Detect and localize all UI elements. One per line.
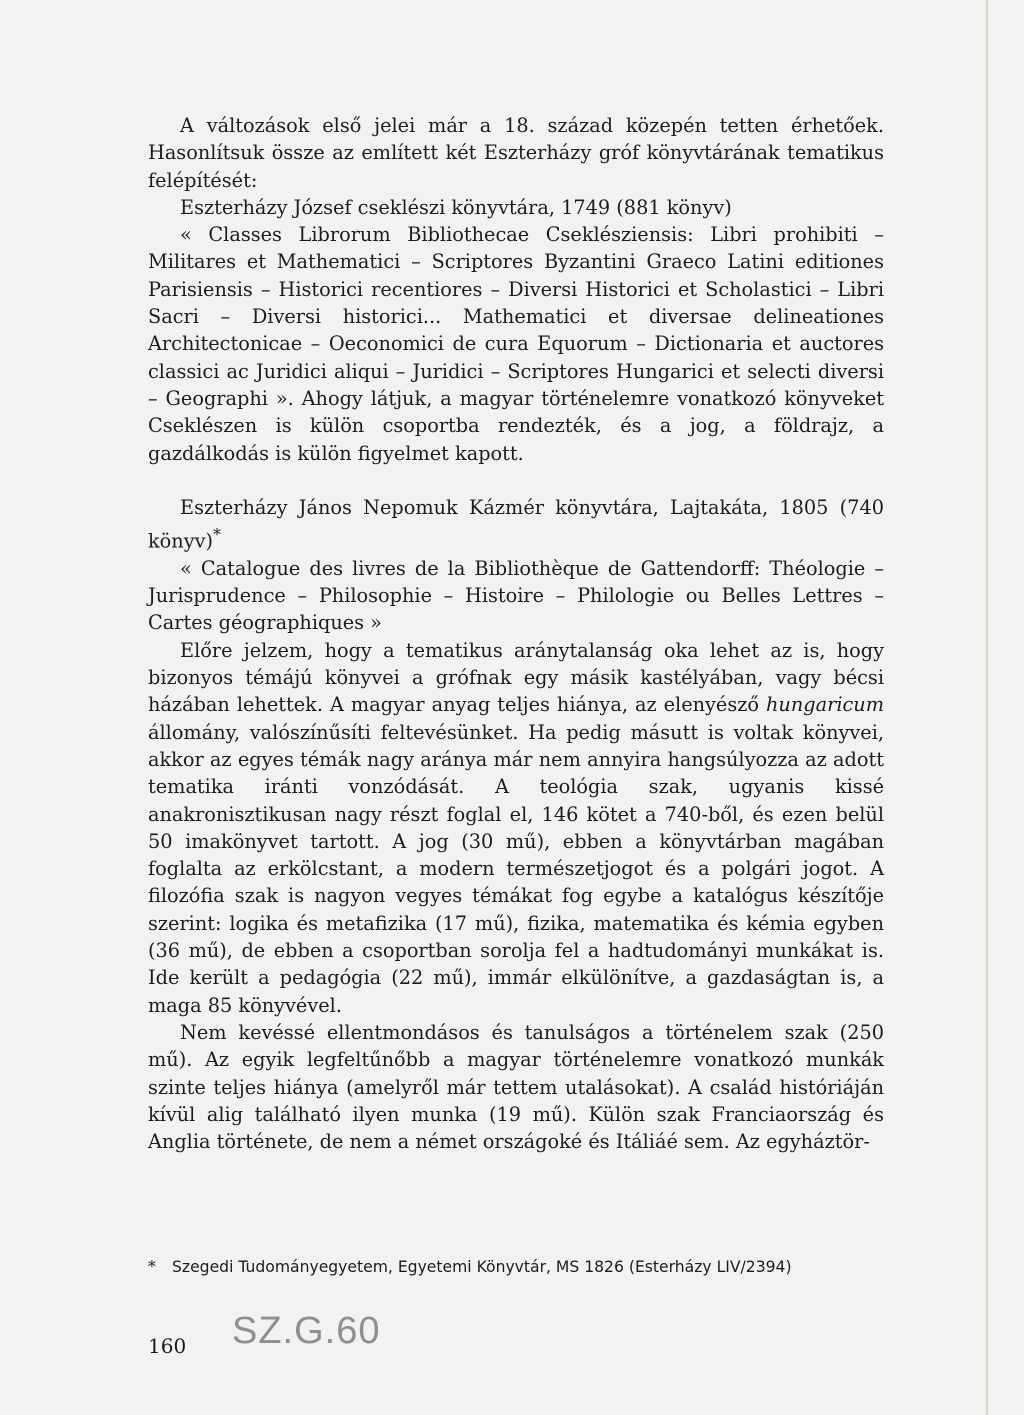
- body-text: [148, 112, 884, 1155]
- page-number: 160: [148, 1334, 187, 1358]
- footnote-text: Szegedi Tudományegyetem, Egyetemi Könyvtár, MS 1826 (Esterházy LIV/2394): [172, 1258, 792, 1276]
- paragraph-library-heading-1: Eszterházy József cseklészi könyvtára, 1749 (881 könyv): [180, 195, 732, 219]
- paragraph-library-heading-2: [148, 494, 884, 555]
- paragraph-catalogue-1: « Classes Librorum Bibliothecae Cseklésziensis: Libri prohibiti – Militares et Mathematici – Scriptores Byzantini Graeco Latini editiones Parisiensis – Historici recentiores – Diversi Historici et Scholastici – Libri Sacri – Diversi historici... Mathematici et diversae delineationes Architectonicae – Oeconomici de cura Equorum – Dictionaria et auctores classici ac Juridici aliqui – Juridici – Scriptores Hungarici et selecti diversi – Geographi ». Ahogy látjuk, a magyar történelemre vonatkozó könyveket Cseklészen is külön csoportba rendezték, és a jog, a földrajz, a gazdálkodás is külön figyelmet kapott.: [148, 223, 884, 465]
- paragraph-history: Nem kevéssé ellentmondásos és tanulságos a történelem szak (250 mű). Az egyik legfeltűnőbb a magyar történelemre vonatkozó munkák szinte teljes hiánya (amelyről már tettem utalásokat). A család históriáján kívül alig található ilyen munka (19 mű). Külön szak Franciaország és Anglia története, de nem a német országoké és Itáliáé sem. Az egyháztör-: [148, 1020, 884, 1154]
- paragraph-intro: A változások első jelei már a 18. század közepén tetten érhetőek. Hasonlítsuk össze az említett két Eszterházy gróf könyvtárának tematikus felépítését:: [148, 114, 884, 192]
- italic-term: hungaricum: [766, 693, 884, 717]
- paragraph-catalogue-2: « Catalogue des livres de la Bibliothèque de Gattendorff: Théologie – Jurisprudence – Philosophie – Histoire – Philologie ou Belles Lettres – Cartes géographiques »: [148, 556, 884, 635]
- paragraph-spacer: [148, 467, 884, 494]
- analysis-text-part-2: állomány, valószínűsíti feltevésünket. Ha pedig másutt is voltak könyvei, akkor az egyes témák nagy aránya már nem annyira hangsúlyozza az adott tematika iránti vonzódását. A teológia szak, ugyanis kissé anakronisztikusan nagy részt foglal el, 146 kötet a 740-ből, és ezen belül 50 imakönyvet tartott. A jog (30 mű), ebben a könyvtárban magában foglalta az erkölcstant, a modern természetjogot és a polgári jogot. A filozófia szak is nagyon vegyes témákat fog egybe a katalógus készítője szerint: logika és metafizika (17 mű), fizika, matematika és kémia egyben (36 mű), de ebben a csoportban sorolja fel a hadtudományi munkákat is. Ide került a pedagógia (22 mű), immár elkülönítve, a gazdaságtan is, a maga 85 könyvével.: [148, 720, 884, 1017]
- library-heading-2-text: Eszterházy János Nepomuk Kázmér könyvtára, Lajtakáta, 1805 (740 könyv): [148, 495, 884, 553]
- footnote-mark: *: [148, 1258, 156, 1276]
- paragraph-analysis: [148, 637, 884, 1019]
- library-stamp: SZ.G.60: [232, 1310, 381, 1352]
- footnote: [148, 1256, 884, 1278]
- analysis-text-part-1: Előre jelzem, hogy a tematikus aránytalanság oka lehet az is, hogy bizonyos témájú könyvei a grófnak egy másik kastélyában, vagy bécsi házában lehettek. A magyar anyag teljes hiánya, az elenyésző: [148, 638, 884, 717]
- page-edge-line: [986, 0, 988, 1415]
- footnote-marker: *: [213, 525, 222, 545]
